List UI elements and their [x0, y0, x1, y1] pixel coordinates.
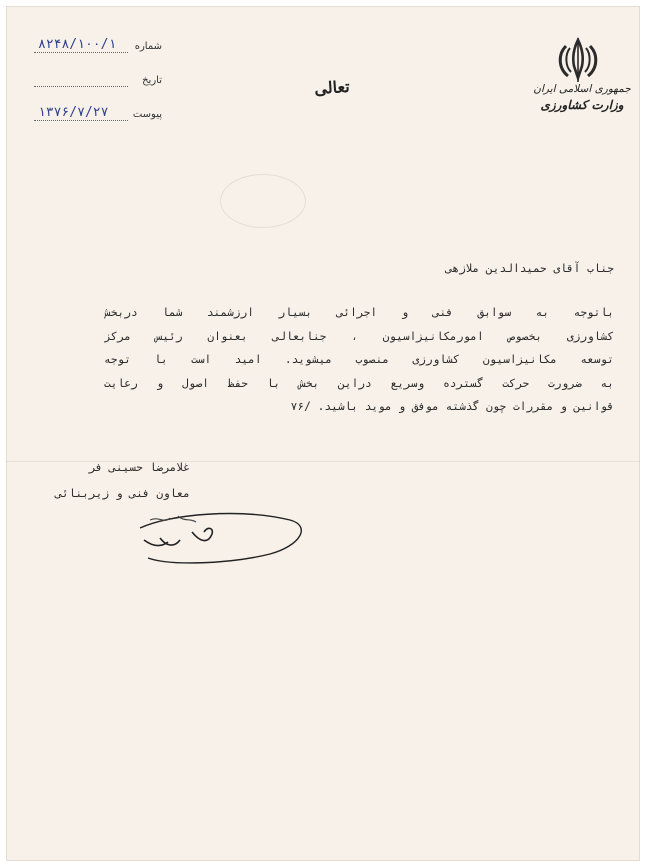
attachment-field: [34, 102, 162, 124]
date-field: [34, 68, 162, 90]
attachment-label: پیوست: [132, 109, 162, 120]
date-dotted-line: [34, 86, 128, 87]
handwritten-signature: [130, 506, 310, 570]
country-line: جمهوری اسلامی ایران: [533, 83, 631, 95]
signatory-title: معاون فنی و زیربنائی: [55, 487, 190, 500]
letterhead-text: [526, 82, 638, 114]
body-line: توسعه مکانیزاسیون کشاورزی منصوب میشوید. امید است با توجه: [104, 353, 614, 367]
signatory-name: غلامرضا حسینی فر: [88, 461, 190, 474]
number-field: [34, 34, 162, 56]
body-line: کشاورزی بخصوص امورمکانیزاسیون ، جنابعالی بعنوان رئیس مرکز: [104, 329, 614, 343]
date-label: تاریخ: [142, 75, 162, 86]
invocation-heading: تعالی: [313, 76, 351, 99]
ministry-line: وزارت کشاورزی: [540, 98, 624, 112]
body-line: به ضرورت حرکت گسترده وسریع دراین بخش با حفظ اصول و رعایت: [104, 376, 614, 390]
attachment-dotted-line: [34, 120, 128, 121]
iran-emblem-icon: [552, 34, 604, 86]
body-line: باتوجه به سوابق فنی و اجرائی بسیار ارزشمند شما دربخش: [104, 306, 614, 319]
number-dotted-line: [34, 52, 128, 53]
faded-stamp-mark: [220, 174, 306, 228]
attachment-value: ۱۳۷۶/۷/۲۷: [38, 105, 109, 120]
letter-page: [6, 6, 640, 861]
number-label: شماره: [134, 41, 162, 52]
letter-body: [104, 301, 614, 419]
body-line: قوانین و مقررات چون گذشته موفق و موید باشید. /۷۶: [290, 400, 614, 414]
salutation: جناب آقای حمیدالدین ملازهی: [445, 262, 614, 275]
number-value: ۸۲۴۸/۱۰۰/۱: [38, 37, 117, 52]
